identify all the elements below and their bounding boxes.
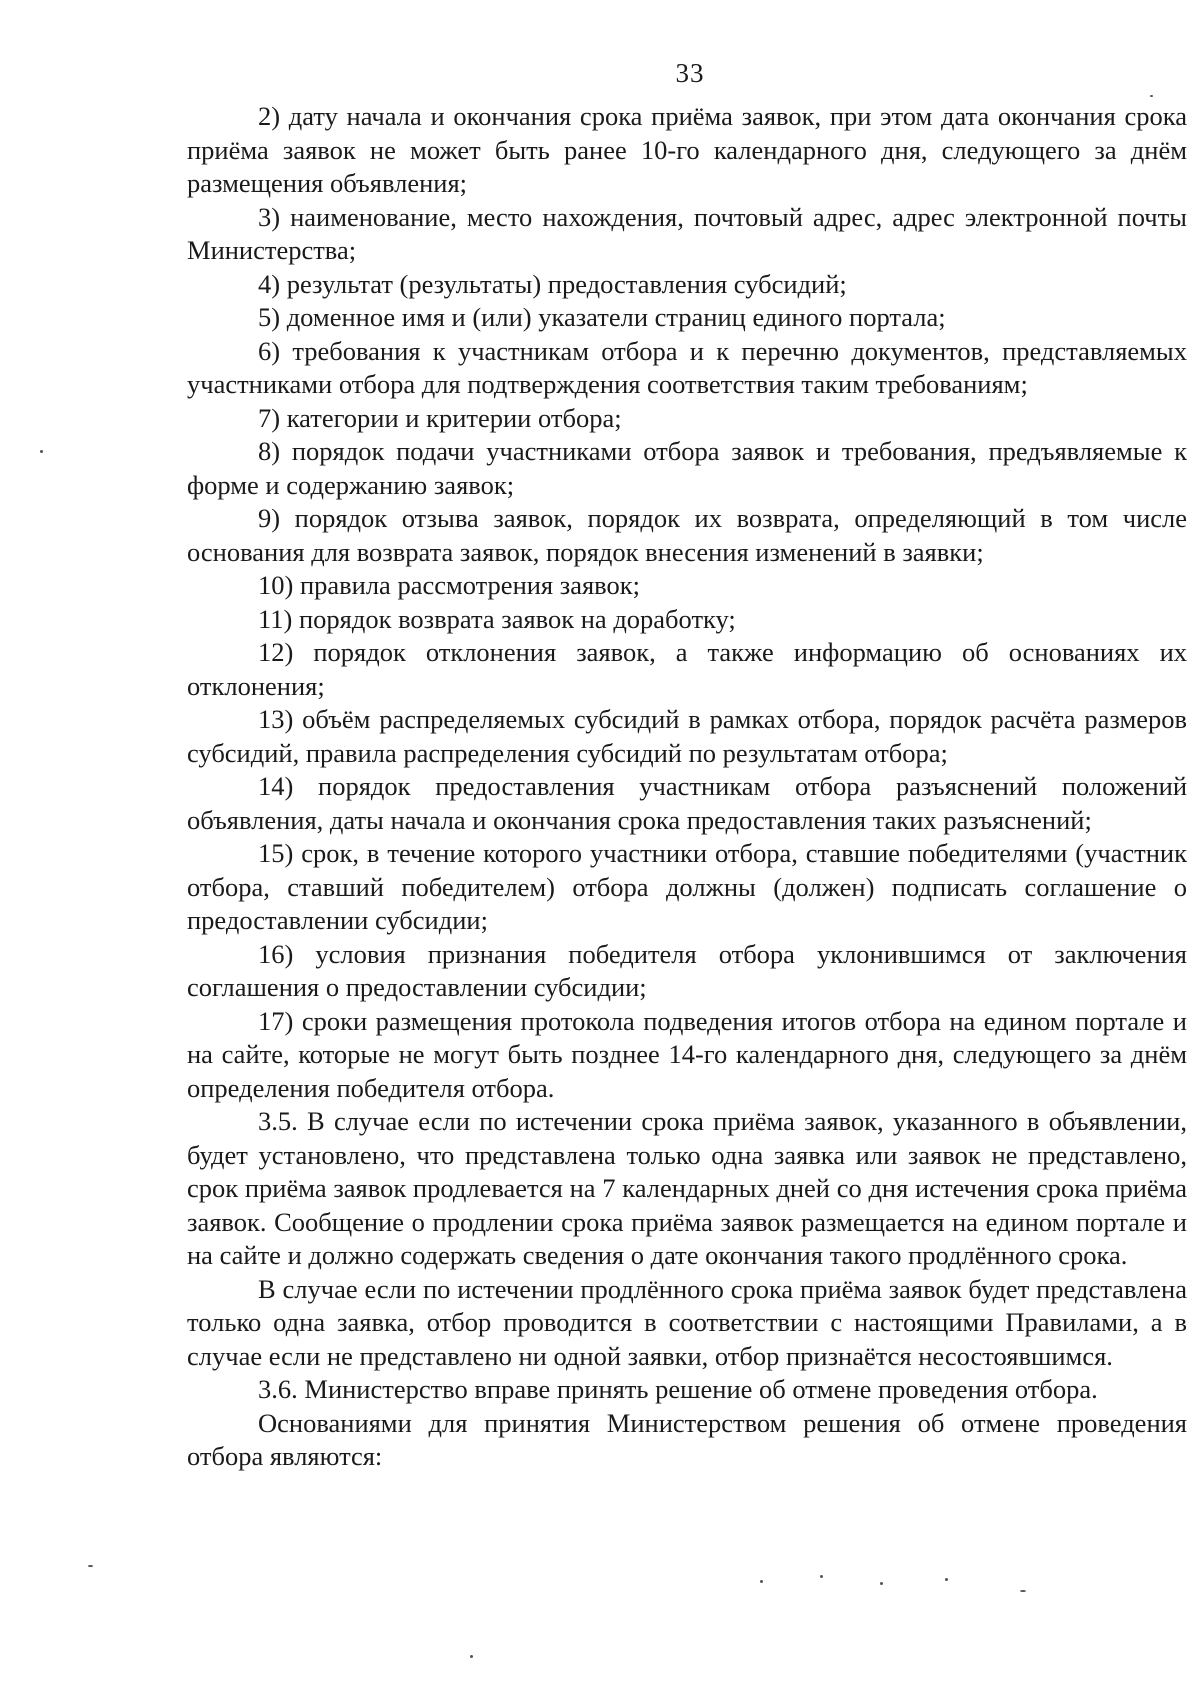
list-item-3: 3) наименование, место нахождения, почтовый адрес, адрес электронной почты Министерства; (187, 201, 1187, 265)
list-item-8: 8) порядок подачи участниками отбора заявок и требования, предъявляемые к форме и содержанию заявок; (187, 436, 1187, 500)
list-item-2: 2) дату начала и окончания срока приёма заявок, при этом дата окончания срока приёма заявок не может быть ранее 10-го календарного дня, следующего за днём размещения объявления; (187, 101, 1187, 198)
list-item-4: 4) результат (результаты) предоставления субсидий; (258, 268, 847, 299)
list-item-9: 9) порядок отзыва заявок, порядок их возврата, определяющий в том числе основания для возврата заявок, порядок внесения изменений в заявки; (187, 503, 1187, 567)
list-item-14: 14) порядок предоставления участникам отбора разъяснений положений объявления, даты начала и окончания срока предоставления таких разъяснений; (187, 771, 1187, 835)
section-3-5-paragraph: 3.5. В случае если по истечении срока приёма заявок, указанного в объявлении, будет установлено, что представлена только одна заявка или заявок не представлено, срок приёма заявок продлевается на 7 календарных дней со дня истечения срока приёма заявок. Сообщение о продлении срока приёма заявок размещается на едином портале и на сайте и должно содержать сведения о дате окончания такого продлённого срока. (187, 1106, 1187, 1270)
list-item-11: 11) порядок возврата заявок на доработку; (258, 603, 736, 634)
scan-speck (88, 1565, 93, 1567)
list-item-13: 13) объём распределяемых субсидий в рамках отбора, порядок расчёта размеров субсидий, правила распределения субсидий по результатам отбора; (187, 704, 1187, 768)
list-item-15: 15) срок, в течение которого участники отбора, ставшие победителями (участник отбора, ставший победителем) отбора должны (должен) подписать соглашение о предоставлении субсидии; (187, 838, 1187, 935)
scan-speck (760, 1580, 763, 1583)
scan-speck (820, 1575, 823, 1578)
extended-deadline-paragraph: В случае если по истечении продлённого срока приёма заявок будет представлена только одна заявка, отбор проводится в соответствии с настоящими Правилами, а в случае если не представлено ни одной заявки, отбор признаётся несостоявшимся. (187, 1273, 1187, 1371)
cancellation-grounds-paragraph: Основаниями для принятия Министерством решения об отмене проведения отбора являются: (187, 1407, 1187, 1471)
scan-speck (1150, 95, 1153, 97)
list-item-7: 7) категории и критерии отбора; (258, 402, 622, 433)
document-body (187, 100, 1187, 1474)
scan-speck (945, 1578, 948, 1581)
scan-speck (470, 1655, 473, 1658)
list-item-6: 6) требования к участникам отбора и к перечню документов, представляемых участниками отбора для подтверждения соответствия таким требованиям; (187, 335, 1187, 399)
list-item-16: 16) условия признания победителя отбора уклонившимся от заключения соглашения о предоставлении субсидии; (187, 938, 1187, 1002)
scan-speck (880, 1582, 883, 1585)
section-3-6-paragraph: 3.6. Министерство вправе принять решение об отмене проведения отбора. (258, 1374, 1098, 1404)
scan-speck (1020, 1590, 1026, 1592)
list-item-17: 17) сроки размещения протокола подведения итогов отбора на едином портале и на сайте, которые не могут быть позднее 14-го календарного дня, следующего за днём определения победителя отбора. (187, 1005, 1187, 1103)
scan-speck (40, 450, 43, 453)
list-item-12: 12) порядок отклонения заявок, а также информацию об основаниях их отклонения; (187, 637, 1187, 701)
list-item-10: 10) правила рассмотрения заявок; (258, 570, 640, 600)
page-number: 33 (675, 58, 705, 88)
list-item-5: 5) доменное имя и (или) указатели страниц единого портала; (258, 302, 946, 332)
